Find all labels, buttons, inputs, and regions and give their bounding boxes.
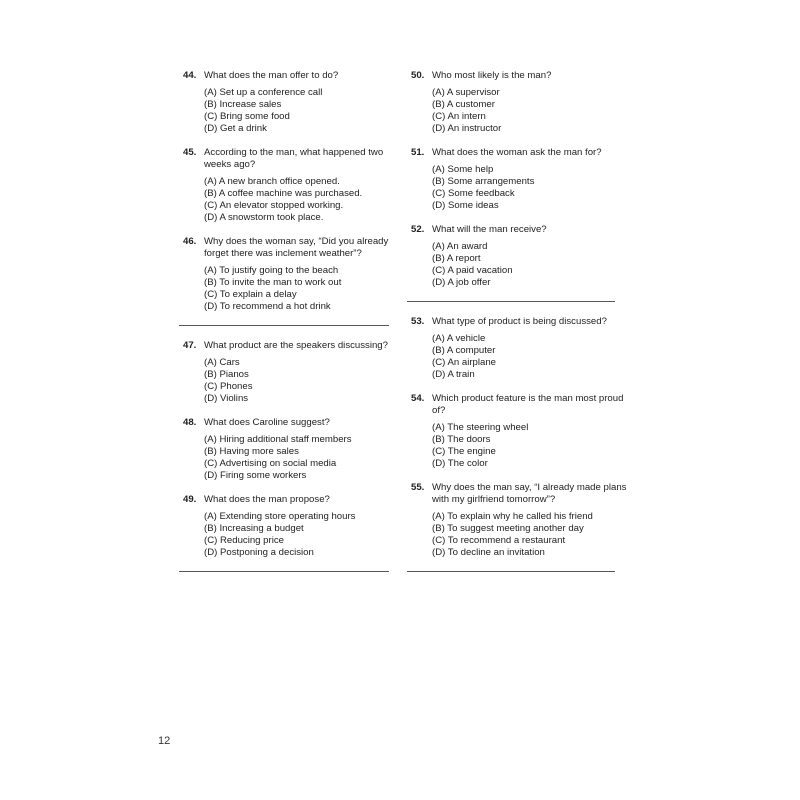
answer-options [204, 87, 398, 135]
question-text: According to the man, what happened two weeks ago? [204, 147, 384, 170]
question-block [183, 340, 398, 405]
answer-option: (A) The steering wheel [432, 422, 529, 433]
question-number: 50. [411, 70, 425, 81]
question [183, 340, 398, 352]
answer-option: (D) Get a drink [204, 123, 267, 134]
answer-option: (A) Hiring additional staff members [204, 434, 352, 445]
answer-option: (A) To explain why he called his friend [432, 511, 593, 522]
question-number: 53. [411, 316, 425, 327]
answer-option: (B) Increase sales [204, 99, 282, 110]
answer-options [432, 511, 631, 559]
answer-option: (A) A vehicle [432, 333, 486, 344]
answer-option: (A) A supervisor [432, 87, 500, 98]
question-text: What does the man offer to do? [204, 70, 339, 81]
question-block [411, 482, 631, 559]
answer-option: (C) A paid vacation [432, 265, 513, 276]
section-divider [407, 301, 615, 302]
answer-option: (D) A job offer [432, 277, 491, 288]
answer-option: (A) To justify going to the beach [204, 265, 339, 276]
question-block [183, 236, 398, 313]
right-column [411, 70, 631, 586]
question-number: 46. [183, 236, 197, 247]
answer-option: (D) Some ideas [432, 200, 499, 211]
question-block [411, 70, 631, 135]
question [183, 147, 398, 171]
question-block [183, 70, 398, 135]
question [411, 147, 631, 159]
answer-options [432, 87, 631, 135]
question-number: 51. [411, 147, 425, 158]
question [183, 494, 398, 506]
answer-option: (C) To explain a delay [204, 289, 297, 300]
answer-option: (B) A customer [432, 99, 495, 110]
answer-options [204, 176, 398, 224]
question-text: Why does the woman say, “Did you already forget there was inclement weather”? [204, 236, 389, 259]
left-column [183, 70, 398, 586]
answer-option: (D) Postponing a decision [204, 547, 314, 558]
question-text: What type of product is being discussed? [432, 316, 607, 327]
answer-options [432, 164, 631, 212]
question-number: 45. [183, 147, 197, 158]
question-number: 49. [183, 494, 197, 505]
answer-option: (B) Some arrangements [432, 176, 535, 187]
answer-option: (A) Extending store operating hours [204, 511, 356, 522]
question [183, 236, 398, 260]
answer-option: (B) A computer [432, 345, 496, 356]
answer-options [204, 357, 398, 405]
answer-options [204, 434, 398, 482]
question-block [411, 224, 631, 289]
question-text: What does the man propose? [204, 494, 330, 505]
question-text: Why does the man say, “I already made plans with my girlfriend tomorrow”? [432, 482, 627, 505]
answer-options [432, 333, 631, 381]
answer-option: (D) To decline an invitation [432, 547, 545, 558]
question-number: 48. [183, 417, 197, 428]
answer-option: (C) Advertising on social media [204, 458, 337, 469]
question-block [411, 393, 631, 470]
answer-options [204, 511, 398, 559]
answer-option: (A) Some help [432, 164, 494, 175]
question-number: 47. [183, 340, 197, 351]
answer-option: (C) Some feedback [432, 188, 515, 199]
answer-option: (A) An award [432, 241, 488, 252]
answer-option: (B) Increasing a budget [204, 523, 304, 534]
answer-options [432, 241, 631, 289]
question-text: What does Caroline suggest? [204, 417, 330, 428]
answer-option: (D) An instructor [432, 123, 502, 134]
answer-option: (C) Reducing price [204, 535, 284, 546]
answer-option: (B) Pianos [204, 369, 249, 380]
question-number: 54. [411, 393, 425, 404]
answer-option: (B) A report [432, 253, 481, 264]
answer-option: (C) Bring some food [204, 111, 290, 122]
question [411, 316, 631, 328]
answer-option: (D) A snowstorm took place. [204, 212, 324, 223]
answer-option: (C) An airplane [432, 357, 496, 368]
answer-option: (C) Phones [204, 381, 253, 392]
question-text: Who most likely is the man? [432, 70, 552, 81]
section-divider [407, 571, 615, 572]
page-number: 12 [158, 735, 171, 747]
question-number: 44. [183, 70, 197, 81]
question-text: What will the man receive? [432, 224, 547, 235]
section-divider [179, 571, 389, 572]
question-number: 55. [411, 482, 425, 493]
question-text: What does the woman ask the man for? [432, 147, 602, 158]
question-block [411, 147, 631, 212]
question [411, 393, 631, 417]
question-block [183, 417, 398, 482]
answer-option: (D) Violins [204, 393, 249, 404]
answer-option: (B) A coffee machine was purchased. [204, 188, 363, 199]
question [411, 224, 631, 236]
answer-option: (D) To recommend a hot drink [204, 301, 331, 312]
question-block [183, 494, 398, 559]
answer-option: (B) Having more sales [204, 446, 299, 457]
question-text: Which product feature is the man most proud of? [432, 393, 624, 416]
answer-options [204, 265, 398, 313]
question-block [183, 147, 398, 224]
answer-option: (C) An elevator stopped working. [204, 200, 344, 211]
answer-option: (A) A new branch office opened. [204, 176, 340, 187]
question-block [411, 316, 631, 381]
section-divider [179, 325, 389, 326]
answer-option: (D) A train [432, 369, 475, 380]
answer-option: (A) Cars [204, 357, 240, 368]
answer-option: (B) To invite the man to work out [204, 277, 342, 288]
answer-option: (C) To recommend a restaurant [432, 535, 566, 546]
answer-option: (C) The engine [432, 446, 496, 457]
question [411, 482, 631, 506]
answer-option: (D) Firing some workers [204, 470, 307, 481]
answer-option: (B) To suggest meeting another day [432, 523, 584, 534]
question-number: 52. [411, 224, 425, 235]
question [411, 70, 631, 82]
answer-option: (A) Set up a conference call [204, 87, 323, 98]
answer-option: (D) The color [432, 458, 488, 469]
answer-options [432, 422, 631, 470]
question-text: What product are the speakers discussing? [204, 340, 388, 351]
answer-option: (B) The doors [432, 434, 491, 445]
question [183, 417, 398, 429]
question [183, 70, 398, 82]
answer-option: (C) An intern [432, 111, 486, 122]
